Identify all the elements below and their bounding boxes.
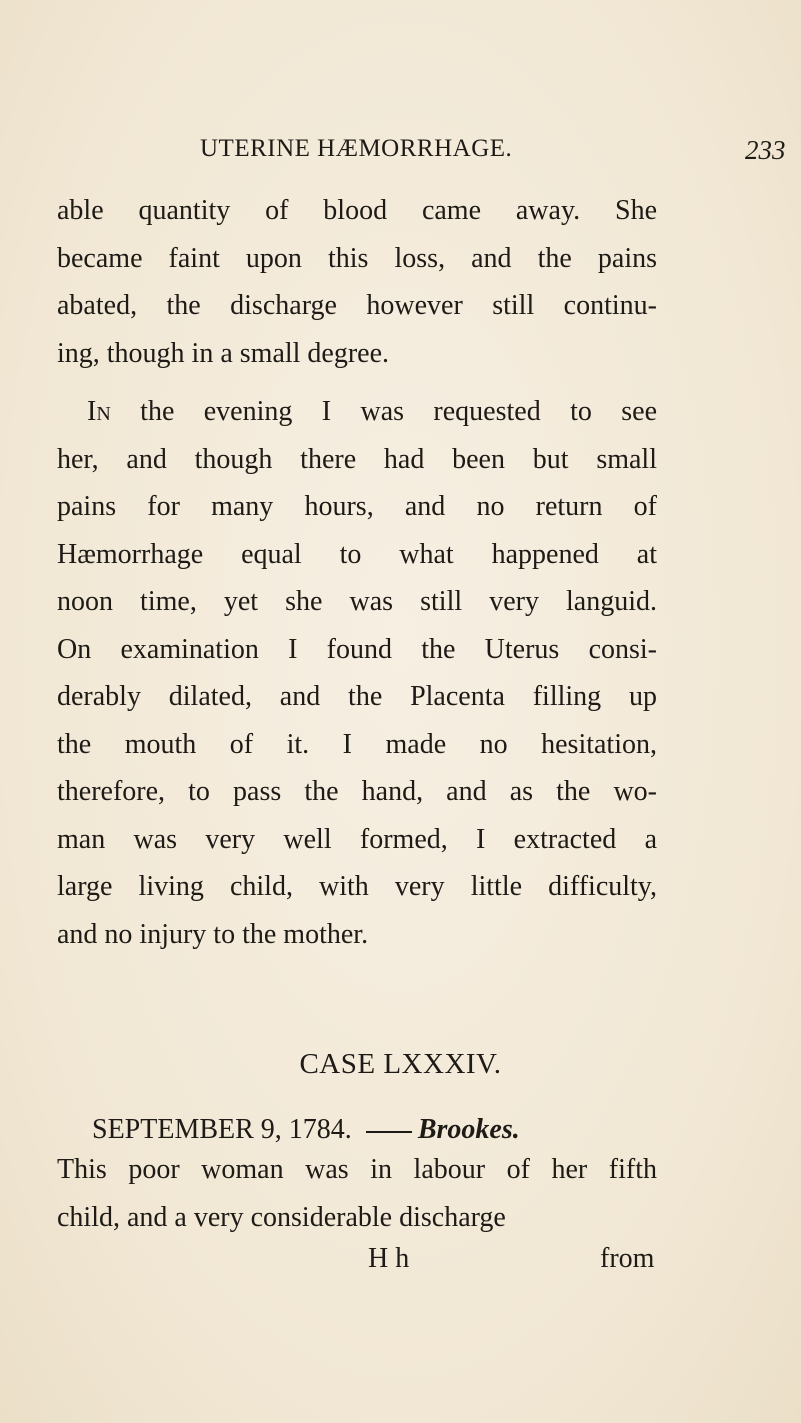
text-line: On examination I found the Uterus consi- bbox=[57, 633, 657, 665]
case-heading: CASE LXXXIV. bbox=[299, 1048, 502, 1080]
first-line-rest: the evening I was requested to see bbox=[110, 396, 657, 427]
text-line: ing, though in a small degree. bbox=[57, 337, 390, 369]
text-line: Hæmorrhage equal to what happened at bbox=[57, 538, 657, 570]
text-line: child, and a very considerable discharge bbox=[57, 1201, 506, 1233]
case-date: SEPTEMBER 9, 1784. bbox=[92, 1114, 352, 1145]
text-line: abated, the discharge however still continu- bbox=[57, 290, 657, 321]
text-line: pains for many hours, and no return of bbox=[57, 491, 657, 522]
text-line: her, and though there had been but small bbox=[57, 443, 657, 475]
running-head: UTERINE HÆMORRHAGE. bbox=[200, 135, 513, 162]
case-date-line bbox=[92, 1114, 520, 1146]
text-line: large living child, with very little difficulty, bbox=[57, 871, 657, 902]
text-line: therefore, to pass the hand, and as the wo- bbox=[57, 776, 657, 807]
catchword: from bbox=[600, 1243, 655, 1274]
em-dash-rule bbox=[366, 1131, 412, 1133]
case-author: Brookes. bbox=[417, 1114, 520, 1145]
text-line bbox=[57, 388, 657, 436]
text-line: man was very well formed, I extracted a bbox=[57, 823, 657, 855]
text-line: became faint upon this loss, and the pains bbox=[57, 242, 657, 274]
initial-word: In bbox=[87, 396, 111, 427]
signature-mark: H h bbox=[368, 1243, 410, 1274]
page-header bbox=[200, 135, 786, 175]
paragraph-3 bbox=[57, 1146, 657, 1241]
paragraph-2 bbox=[57, 388, 657, 958]
text-line: noon time, yet she was still very languid. bbox=[57, 586, 657, 617]
text-line: This poor woman was in labour of her fifth bbox=[57, 1154, 657, 1185]
paragraph-1 bbox=[57, 187, 657, 377]
page-number: 233 bbox=[745, 135, 786, 165]
text-line: and no injury to the mother. bbox=[57, 918, 369, 950]
text-line: able quantity of blood came away. She bbox=[57, 195, 657, 226]
text-line: the mouth of it. I made no hesitation, bbox=[57, 728, 657, 760]
text-line: derably dilated, and the Placenta filling up bbox=[57, 681, 657, 712]
